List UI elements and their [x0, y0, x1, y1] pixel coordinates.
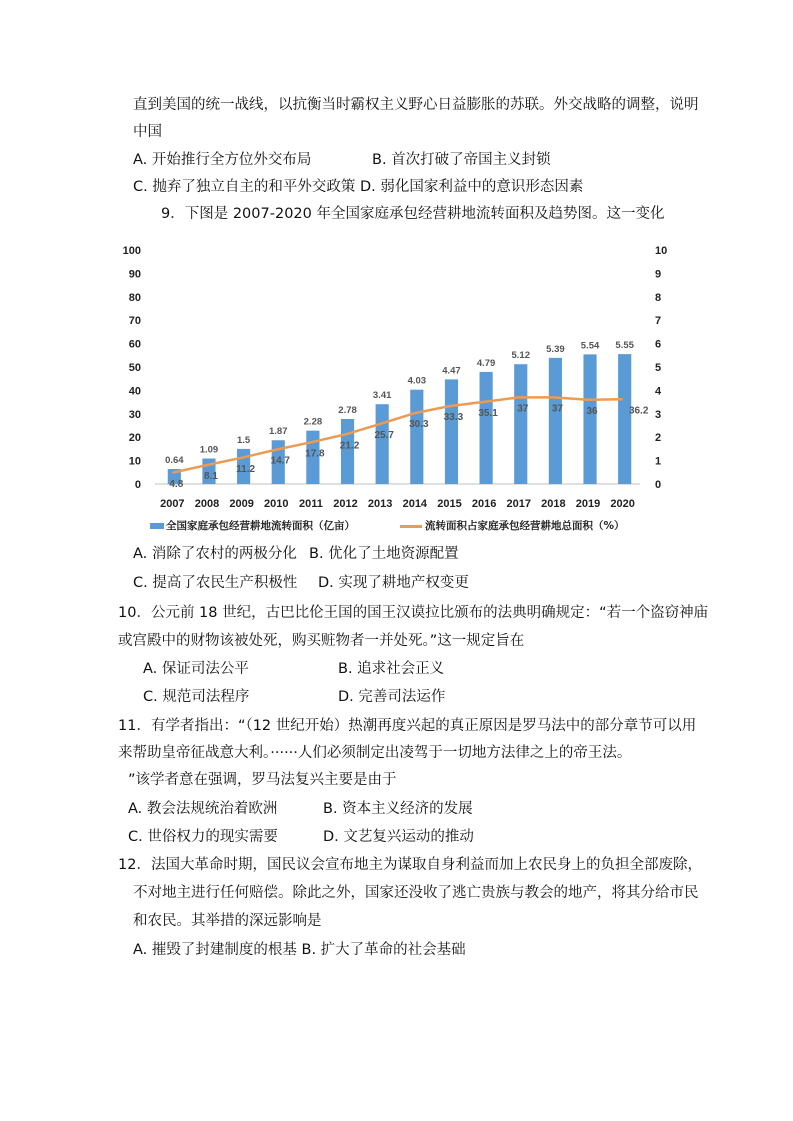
bar-data-label: 1.5 [236, 434, 251, 446]
right-axis-tick-label: 8 [655, 291, 662, 304]
right-axis-tick-label: 1 [655, 455, 662, 468]
q12-stem-line3: 和农民。其举措的深远影响是 [133, 913, 322, 929]
q11-option-c: C. 世俗权力的现实需要 [128, 829, 278, 845]
left-axis-tick-label: 0 [134, 479, 141, 491]
left-axis-tick-label: 40 [128, 385, 141, 398]
q10-stem-line1: 10．公元前 18 世纪，古巴比伦王国的国王汉谟拉比颁布的法典明确规定：“若一个盗窃神庙 [118, 605, 709, 621]
bar [445, 379, 458, 484]
q10-option-b: B. 追求社会正义 [338, 661, 445, 677]
q9-option-b: B. 优化了土地资源配置 [309, 546, 459, 562]
q8-option-cd: C. 抛弃了独立自主的和平外交政策 D. 弱化国家利益中的意识形态因素 [133, 179, 584, 195]
right-axis-tick-label: 7 [655, 315, 662, 328]
q11-stem-line1: 11．有学者指出：“（12 世纪开始）热潮再度兴起的真正原因是罗马法中的部分章节可以用 [118, 718, 697, 734]
q8-option-b: B. 首次打破了帝国主义封锁 [372, 152, 551, 168]
q10-option-c: C. 规范司法程序 [143, 689, 250, 705]
left-axis-tick-label: 20 [128, 432, 141, 445]
line-data-label: 4.8 [169, 478, 184, 490]
legend-bar-label: 全国家庭承包经营耕地流转面积（亿亩） [166, 520, 355, 532]
bar-data-label: 4.03 [407, 375, 427, 387]
left-axis-tick-label: 30 [128, 408, 141, 421]
x-axis-tick-label: 2010 [264, 498, 289, 510]
bar-data-label: 2.28 [303, 416, 323, 428]
bar-data-label: 1.09 [199, 444, 219, 456]
bar [583, 354, 596, 484]
legend-line-swatch [400, 525, 422, 528]
q9-title: 9．下图是 2007-2020 年全国家庭承包经营耕地流转面积及趋势图。这一变化 [161, 206, 665, 222]
x-axis-tick-label: 2016 [471, 498, 497, 510]
legend-bar-swatch [150, 523, 164, 529]
line-data-label: 37 [551, 403, 563, 415]
x-axis-tick-label: 2015 [437, 498, 462, 510]
legend-bar-entry [150, 518, 355, 533]
q10-stem-line2: 或宫殿中的财物该被处死，购买赃物者一并处死。”这一规定旨在 [118, 633, 525, 649]
line-data-label: 25.7 [374, 429, 394, 441]
line-data-label: 21.2 [339, 440, 360, 452]
right-axis-tick-label: 4 [655, 385, 662, 398]
q9-option-d: D. 实现了耕地产权变更 [318, 575, 469, 591]
q11-stem-line2: 来帮助皇帝征战意大利。······人们必须制定出凌驾于一切地方法律之上的帝王法。 [118, 745, 632, 761]
legend-line-entry [400, 518, 625, 533]
bar-data-label: 0.64 [165, 455, 184, 467]
bar [514, 364, 527, 484]
right-axis-tick-label: 10 [655, 245, 668, 257]
x-axis-tick-label: 2018 [541, 498, 566, 510]
q10-option-d: D. 完善司法运作 [338, 689, 446, 705]
left-axis-tick-label: 100 [122, 245, 141, 257]
bar-data-label: 5.39 [546, 343, 565, 355]
q12-option-ab: A. 摧毁了封建制度的根基 B. 扩大了革命的社会基础 [133, 942, 466, 958]
bar-data-label: 2.78 [338, 404, 357, 416]
q11-option-a: A. 教会法规统治着欧洲 [128, 801, 278, 817]
legend-line-label: 流转面积占家庭承包经营耕地总面积（%） [425, 520, 625, 532]
line-data-label: 35.1 [478, 407, 498, 419]
right-axis-tick-label: 9 [655, 268, 662, 281]
x-axis-tick-label: 2020 [610, 498, 635, 510]
q8-stem-line2: 中国 [133, 124, 162, 140]
bar-data-label: 1.87 [269, 426, 288, 438]
left-axis-tick-label: 90 [128, 268, 141, 281]
x-axis-tick-label: 2013 [367, 498, 393, 510]
bar-data-label: 3.41 [372, 390, 392, 402]
line-data-label: 36.2 [628, 405, 649, 417]
x-axis-tick-label: 2014 [402, 498, 428, 510]
q12-stem-line1: 12．法国大革命时期，国民议会宣布地主为谋取自身利益而加上农民身上的负担全部废除， [118, 857, 702, 873]
right-axis-tick-label: 5 [655, 362, 662, 374]
bar-data-label: 4.79 [476, 357, 496, 369]
bar-data-label: 4.47 [442, 365, 461, 377]
bar [410, 390, 423, 484]
right-axis-tick-label: 6 [655, 338, 662, 351]
right-axis-tick-label: 3 [655, 408, 662, 421]
left-axis-tick-label: 80 [128, 291, 141, 304]
q10-option-a: A. 保证司法公平 [143, 661, 249, 677]
left-axis-tick-label: 50 [128, 362, 141, 374]
q8-stem-line1: 直到美国的统一战线，以抗衡当时霸权主义野心日益膨胀的苏联。外交战略的调整，说明 [133, 97, 699, 113]
bar-data-label: 5.55 [615, 340, 634, 352]
bar [341, 419, 354, 484]
x-axis-tick-label: 2017 [506, 498, 531, 510]
bar [618, 354, 631, 484]
q9-chart [110, 238, 690, 518]
right-axis-tick-label: 2 [655, 432, 662, 445]
q9-option-a: A. 消除了农村的两极分化 [133, 546, 297, 562]
left-axis-tick-label: 70 [128, 315, 141, 328]
left-axis-tick-label: 60 [128, 338, 141, 351]
line-data-label: 30.3 [409, 419, 429, 431]
bar-data-label: 5.12 [511, 350, 530, 362]
q12-stem-line2: 不对地主进行任何赔偿。除此之外，国家还没收了逃亡贵族与教会的地产，将其分给市民 [133, 885, 699, 901]
left-axis-tick-label: 10 [128, 455, 141, 468]
line-data-label: 37 [517, 403, 529, 415]
q9-option-c: C. 提高了农民生产积极性 [133, 575, 298, 591]
x-axis-tick-label: 2008 [194, 498, 220, 510]
line-data-label: 36 [586, 405, 598, 417]
line-data-label: 33.3 [443, 412, 464, 424]
x-axis-tick-label: 2012 [333, 498, 358, 510]
line-data-label: 14.7 [270, 455, 290, 467]
line-data-label: 11.2 [236, 463, 256, 475]
bar-data-label: 5.54 [580, 340, 600, 352]
bar [549, 358, 562, 484]
q11-stem-line3: ”该学者意在强调，罗马法复兴主要是由于 [128, 772, 397, 788]
q11-option-b: B. 资本主义经济的发展 [323, 801, 473, 817]
x-axis-tick-label: 2007 [160, 498, 185, 510]
x-axis-tick-label: 2019 [575, 498, 601, 510]
line-data-label: 17.8 [305, 448, 325, 460]
q11-option-d: D. 文艺复兴运动的推动 [323, 829, 474, 845]
bar [480, 372, 493, 484]
x-axis-tick-label: 2009 [229, 498, 254, 510]
x-axis-tick-label: 2011 [298, 498, 323, 510]
line-data-label: 8.1 [204, 471, 218, 483]
bar [376, 404, 389, 484]
right-axis-tick-label: 0 [655, 479, 662, 491]
q8-option-a: A. 开始推行全方位外交布局 [133, 152, 312, 168]
